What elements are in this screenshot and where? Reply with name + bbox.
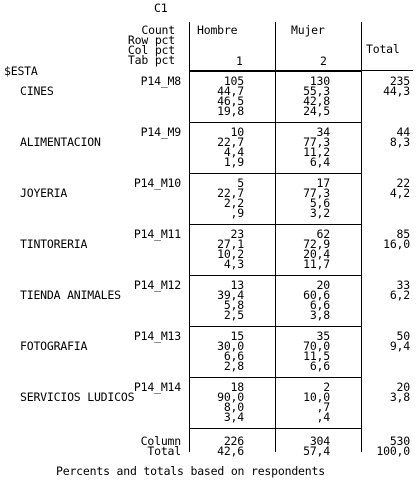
cell-hombre: 105 (223, 74, 244, 88)
cell-hombre: 90,0 (217, 390, 244, 404)
cell-hombre: 15 (230, 329, 244, 343)
cell-mujer: 72,9 (303, 237, 330, 251)
row-code: P14_M8 (140, 74, 181, 88)
cell-hombre: 27,1 (217, 237, 244, 251)
cell-total-count: 22 (396, 176, 410, 190)
column-code-mujer: 2 (320, 54, 327, 68)
cell-total-count: 235 (389, 74, 410, 88)
cell-mujer: 3,8 (309, 308, 330, 322)
column-header-mujer: Mujer (291, 23, 325, 37)
cell-mujer: 11,5 (303, 349, 330, 363)
cell-mujer: 10,0 (303, 390, 330, 404)
cell-hombre: 13 (230, 278, 244, 292)
row-separator (189, 122, 362, 123)
cell-mujer: 6,6 (309, 359, 330, 373)
cell-hombre: 8,0 (223, 400, 244, 414)
footer-total-count: 530 (389, 434, 410, 448)
cell-mujer: ,7 (316, 400, 330, 414)
row-code: P14_M11 (133, 227, 181, 241)
footer-total-label: Total (147, 444, 181, 458)
row-separator (189, 428, 362, 429)
cell-hombre: 19,8 (217, 104, 244, 118)
cell-total-pct: 6,2 (389, 288, 410, 302)
cell-hombre: 5 (237, 176, 244, 190)
row-separator (189, 326, 362, 327)
footer-hombre-count: 226 (223, 434, 244, 448)
cell-total-pct: 16,0 (383, 237, 410, 251)
cell-mujer: 5,6 (309, 196, 330, 210)
row-separator (189, 71, 362, 72)
cell-total-pct: 44,3 (383, 84, 410, 98)
cell-mujer: 62 (316, 227, 330, 241)
cell-hombre: 22,7 (217, 186, 244, 200)
cell-mujer: 11,7 (303, 257, 330, 271)
cell-mujer: 70,0 (303, 339, 330, 353)
cell-mujer: 6,6 (309, 298, 330, 312)
row-code: P14_M13 (133, 329, 181, 343)
stat-label-col-pct: Col pct (127, 43, 175, 57)
row-code: P14_M12 (133, 278, 181, 292)
cell-total-count: 44 (396, 125, 410, 139)
cell-hombre: 10 (230, 125, 244, 139)
row-separator (189, 275, 362, 276)
row-label: JOYERIA (20, 186, 68, 200)
cell-mujer: 77,3 (303, 135, 330, 149)
cell-mujer: 35 (316, 329, 330, 343)
cell-total-count: 33 (396, 278, 410, 292)
footer-note: Percents and totals based on respondents (56, 464, 325, 478)
cell-mujer: 11,2 (303, 145, 330, 159)
row-label: TINTORERIA (20, 237, 88, 251)
column-header-hombre: Hombre (197, 23, 238, 37)
variable-label: C1 (154, 1, 168, 15)
cell-hombre: 4,3 (223, 257, 244, 271)
cell-hombre: 4,4 (223, 145, 244, 159)
cell-mujer: 20 (316, 278, 330, 292)
cell-mujer: 3,2 (309, 206, 330, 220)
cell-hombre: ,9 (230, 206, 244, 220)
cell-hombre: 30,0 (217, 339, 244, 353)
column-code-hombre: 1 (236, 54, 243, 68)
row-code: P14_M10 (133, 176, 181, 190)
cell-hombre: 1,9 (223, 155, 244, 169)
stat-label-tab-pct: Tab pct (127, 53, 175, 67)
cell-hombre: 44,7 (217, 84, 244, 98)
header-underline (189, 70, 413, 71)
cell-mujer: 77,3 (303, 186, 330, 200)
cell-hombre: 6,6 (223, 349, 244, 363)
cell-hombre: 23 (230, 227, 244, 241)
stat-label-count: Count (141, 23, 175, 37)
row-code: P14_M14 (133, 380, 181, 394)
cell-hombre: 18 (230, 380, 244, 394)
row-label: CINES (20, 84, 54, 98)
cell-mujer: 42,8 (303, 94, 330, 108)
cell-mujer: 55,3 (303, 84, 330, 98)
cell-total-pct: 3,8 (389, 390, 410, 404)
cell-mujer: 6,4 (309, 155, 330, 169)
cell-total-count: 50 (396, 329, 410, 343)
cell-mujer: 60,6 (303, 288, 330, 302)
cell-mujer: 20,4 (303, 247, 330, 261)
cell-mujer: 17 (316, 176, 330, 190)
footer-mujer-pct: 57,4 (303, 444, 330, 458)
row-label: ALIMENTACION (20, 135, 101, 149)
cell-mujer: 34 (316, 125, 330, 139)
footer-total-pct: 100,0 (376, 444, 410, 458)
cell-hombre: 2,8 (223, 359, 244, 373)
cell-hombre: 3,4 (223, 410, 244, 424)
row-code: P14_M9 (140, 125, 181, 139)
cell-hombre: 46,5 (217, 94, 244, 108)
cell-hombre: 39,4 (217, 288, 244, 302)
footer-column-label: Column (140, 434, 181, 448)
row-label: SERVICIOS LUDICOS (20, 390, 135, 404)
cell-mujer: 130 (309, 74, 330, 88)
cell-hombre: 22,7 (217, 135, 244, 149)
row-label: TIENDA ANIMALES (20, 288, 121, 302)
cell-hombre: 10,2 (217, 247, 244, 261)
cell-total-count: 85 (396, 227, 410, 241)
footer-mujer-count: 304 (309, 434, 330, 448)
set-label: $ESTA (4, 64, 38, 78)
cell-mujer: 24,5 (303, 104, 330, 118)
cell-total-pct: 4,2 (389, 186, 410, 200)
cell-total-pct: 8,3 (389, 135, 410, 149)
cell-total-pct: 9,4 (389, 339, 410, 353)
row-separator (189, 173, 362, 174)
cell-total-count: 20 (396, 380, 410, 394)
cell-mujer: 2 (323, 380, 330, 394)
row-separator (189, 224, 362, 225)
cell-mujer: ,4 (316, 410, 330, 424)
footer-hombre-pct: 42,6 (217, 444, 244, 458)
cell-hombre: 2,5 (223, 308, 244, 322)
cell-hombre: 2,2 (223, 196, 244, 210)
cell-hombre: 5,8 (223, 298, 244, 312)
row-separator (189, 377, 362, 378)
row-label: FOTOGRAFIA (20, 339, 88, 353)
stat-label-row-pct: Row pct (127, 33, 175, 47)
total-column-header: Total (366, 42, 400, 56)
